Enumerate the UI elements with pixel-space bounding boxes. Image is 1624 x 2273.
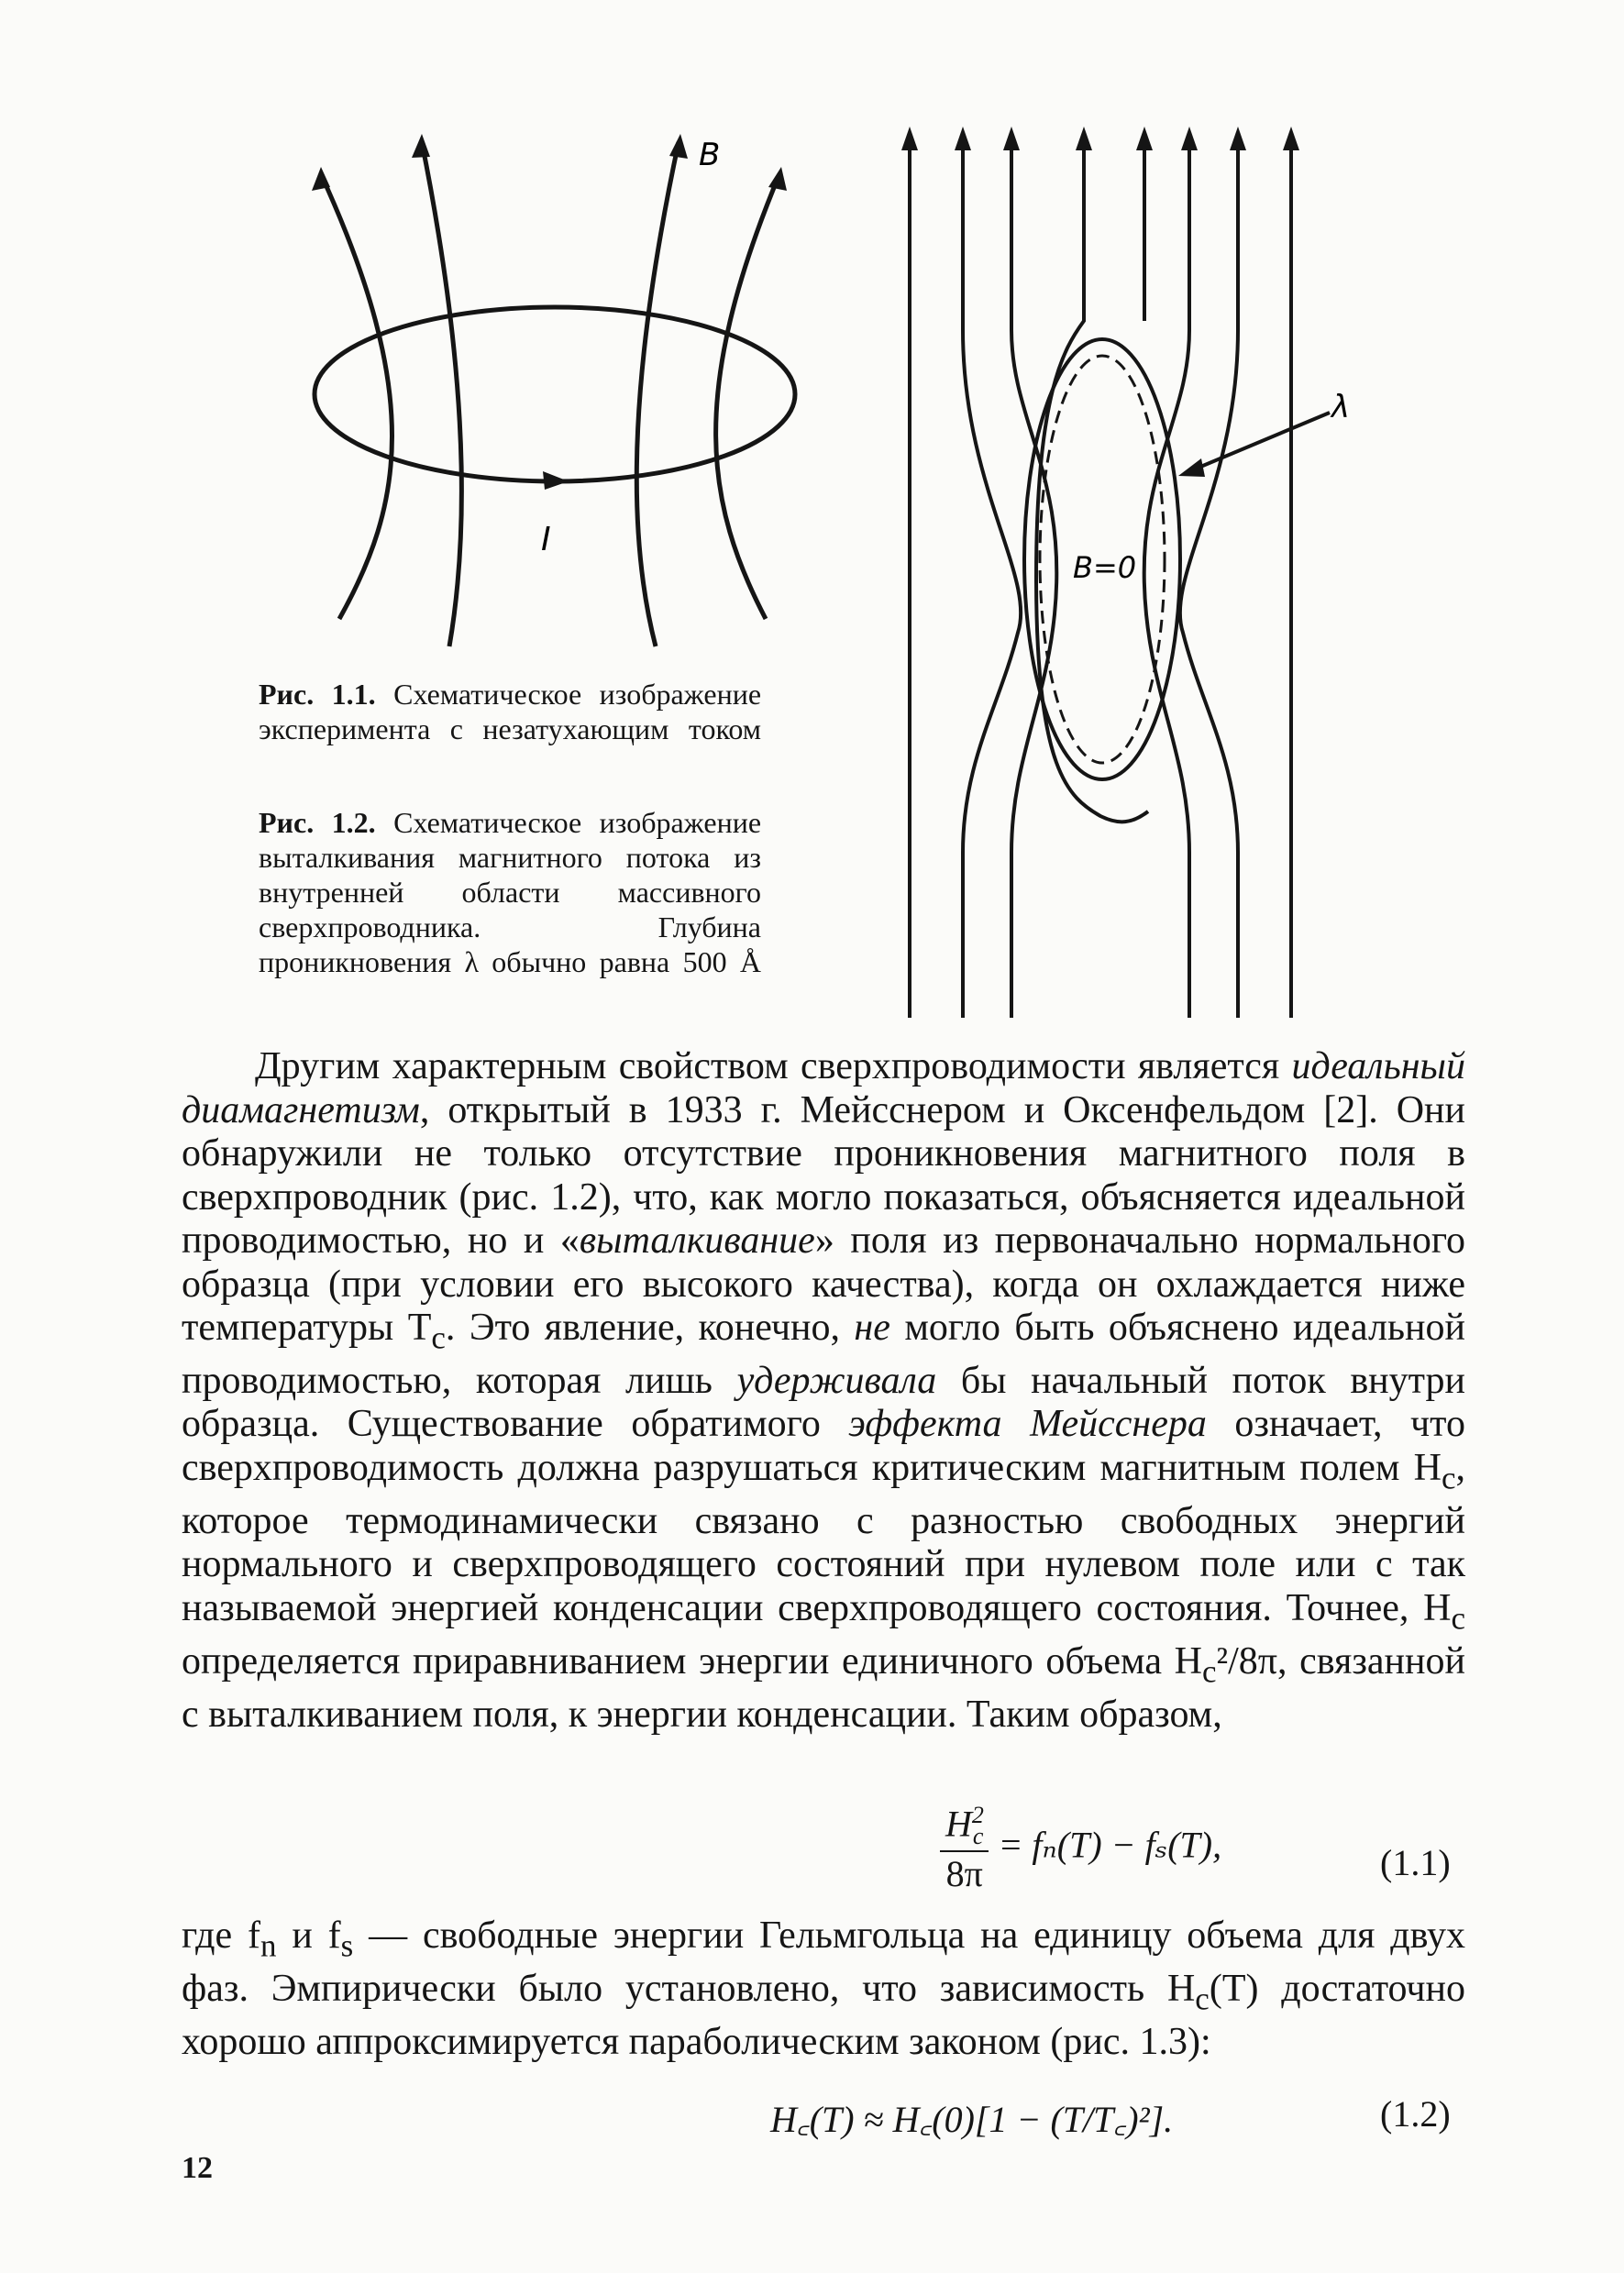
field-line-3 [636, 142, 679, 646]
equation-fraction: $\frac{H^2_c}{8\pi}$ [940, 1802, 989, 1895]
label-B: B [699, 137, 721, 173]
caption-label: Рис. 1.2. [259, 806, 376, 839]
field-line-4 [716, 174, 779, 619]
equation-rhs: = fₙ(T) − fₛ(T), [998, 1824, 1222, 1866]
figure-1-2-diagram [899, 119, 1412, 1027]
arrowhead-l3 [1003, 127, 1020, 150]
arrowhead-r1 [1283, 127, 1299, 150]
arrowhead-l2 [955, 127, 971, 150]
field-line-2 [422, 142, 461, 646]
field-line-right-3 [1144, 138, 1189, 1018]
arrowhead-2 [412, 134, 430, 158]
caption-text: Схематическое изображение выталкивания магнитного потока из внутренней области массивного сверхпроводника. Глубина проникновения λ обычно равна 500 Å [259, 806, 762, 978]
arrowhead-l1 [901, 127, 918, 150]
equation-1-2: H꜀(T) ≈ H꜀(0)[1 − (T/T꜀)²]. [770, 2099, 1174, 2140]
paragraph-2: где $f_n$ и $f_s$ — свободные энергии Гельмгольца на единицу объема для двух фаз. Эмпирически было установлено, что зависимость $H_c(T)$ достаточно хорошо аппроксимируется параболическим законом (рис. 1.3): [182, 1914, 1466, 2063]
paragraph-1: Другим характерным свойством сверхпроводимости является идеальный диамагнетизм, открытый в 1933 г. Мейсснером и Оксенфельдом [2]. Они обнаружили не только отсутствие проникновения магнитного поля в сверхпроводник (рис. 1.2), что, как могло показаться, объясняется идеальной проводимостью, но и «выталкивание» поля из первоначально нормального образца (при условии его высокого качества), когда он охлаждается ниже температуры $T_c$. Это явление, конечно, не могло быть объяснено идеальной проводимостью, которая лишь удерживала бы начальный поток внутри образца. Существование обратимого эффекта Мейсснера означает, что сверхпроводимость должна разрушаться критическим магнитным полем $H_c$, которое термодинамически связано с разностью свободных энергий нормального и сверхпроводящего состояний при нулевом поле или с так называемой энергией конденсации сверхпроводящего состояния. Точнее, $H_c$ определяется приравниванием энергии единичного объема $H_c^2/8\pi$, связанной с выталкиванием поля, к энергии конденсации. Таким образом, [182, 1045, 1466, 1736]
arrowhead-c2 [1136, 127, 1153, 150]
field-line-center-left [1036, 138, 1148, 822]
arrowhead-1 [312, 167, 330, 191]
figure-1-2-caption [259, 805, 761, 979]
lambda-pointer [1188, 413, 1330, 472]
body-text [182, 1045, 1465, 1737]
page-number: 12 [182, 2151, 213, 2185]
caption-label: Рис. 1.1. [259, 678, 376, 711]
equation-1-1 [940, 1802, 1221, 1895]
equation-1-1-number: (1.1) [1380, 1842, 1451, 1883]
current-loop [315, 307, 795, 481]
label-I: I [541, 521, 551, 558]
body-text-2 [182, 1914, 1465, 2064]
figure-1-1-diagram [303, 119, 816, 660]
label-B0: B=0 [1073, 550, 1137, 585]
arrowhead-4 [768, 167, 787, 191]
current-arrowhead [543, 471, 569, 490]
arrowhead-r2 [1230, 127, 1246, 150]
equation-1-2-number: (1.2) [1380, 2093, 1451, 2135]
arrowhead-r3 [1181, 127, 1198, 150]
figure-1-1-caption [259, 677, 761, 746]
label-lambda: λ [1331, 389, 1351, 425]
field-line-left-3 [1011, 138, 1056, 1018]
lambda-arrowhead [1178, 458, 1205, 477]
arrowhead-c1 [1076, 127, 1092, 150]
field-line-1 [321, 174, 392, 619]
caption-text: Схематическое изображение эксперимента с незатухающим током [259, 678, 762, 745]
arrowhead-3 [669, 134, 688, 159]
